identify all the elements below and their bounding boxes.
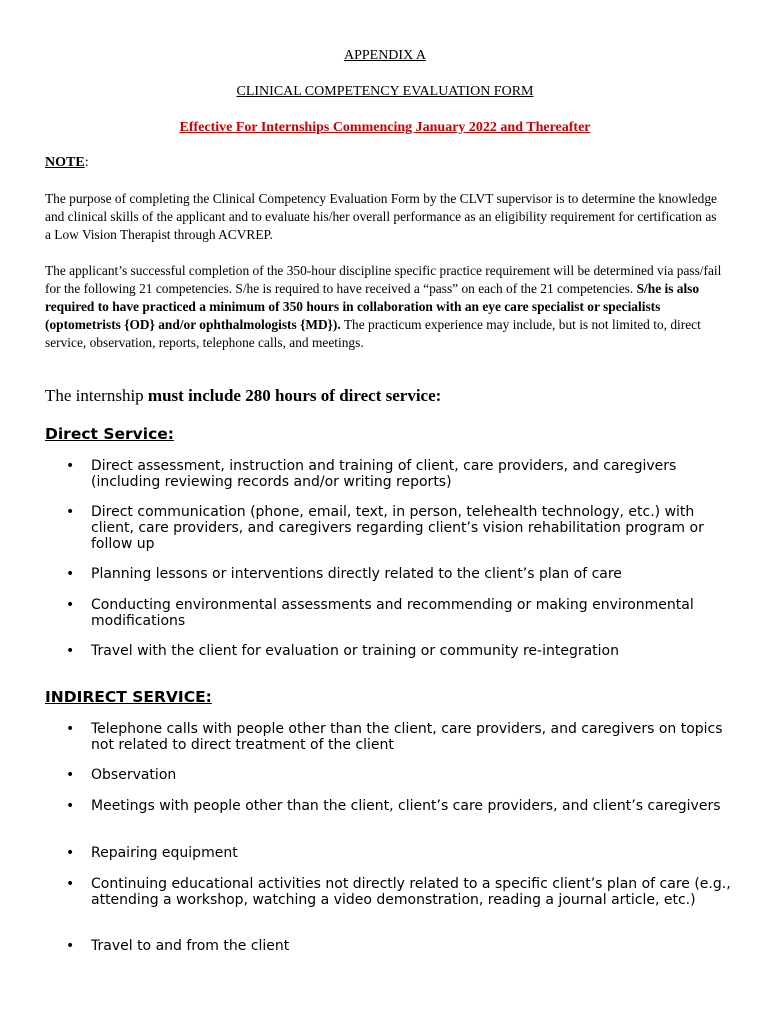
indirect-service-heading: INDIRECT SERVICE: [45, 688, 212, 706]
effective-date-notice: Effective For Internships Commencing January 2022 and Thereafter [179, 120, 591, 135]
internship-direct-service-requirement: The internship must include 280 hours of direct service: [45, 386, 442, 405]
bullet-icon: • [66, 597, 75, 613]
bullet-icon: • [66, 458, 75, 474]
bullet-icon: • [66, 798, 75, 814]
bullet-icon: • [66, 938, 75, 954]
bullet-icon: • [66, 876, 75, 892]
note-label: NOTE: [45, 155, 89, 170]
bullet-icon: • [66, 767, 75, 783]
form-title: CLINICAL COMPETENCY EVALUATION FORM [236, 84, 534, 99]
appendix-title: APPENDIX A [343, 48, 427, 63]
bullet-icon: • [66, 845, 75, 861]
document-page: APPENDIX A CLINICAL COMPETENCY EVALUATION FORM Effective For Internships Commencing January 2022 and Thereafter NOTE: The purpose of completing the Clinical Competency Evaluation Form by the CLVT supervisor is to determine the knowledge and clinical skills of the applicant and to evaluate his/her overall performance as an eligibility requirement for certification as a Low Vision Therapist through ACVREP. The applicant’s successful completion of the 350-hour discipline specific practice requirement will be determined via pass/fail for the following 21 competencies. S/he is required to have received a “pass” on each of the 21 competencies. S/he is also required to have practiced a minimum of 350 hours in collaboration with an eye care specialist or specialists (optometrists {OD} and/or ophthalmologists {MD}). The practicum experience may include, but is not limited to, direct service, observation, reports, telephone calls, and meetings. The internship must include 280 hours of direct service: Direct Service: • Direct assessment, instruction and training of client, care providers, and caregivers (including reviewing records and/or writing reports) • Direct communication (phone, email, text, in person, telehealth technology, etc.) with client, care providers, and caregivers regarding client’s vision rehabilitation program or follow up • Planning lessons or interventions directly related to the client’s plan of care • Conducting environmental assessments and recommending or making environmental modifications • Travel with the client for evaluation or training or community re-integration INDIRECT SERVICE: • Telephone calls with people other than the client, care providers, and caregivers on topics not related to direct treatment of the client • Observation • Meetings with people other than the client, client’s care providers, and client’s caregivers • Repairing equipment • Continuing educational activities not directly related to a specific client’s plan of care (e.g., attending a workshop, watching a video demonstration, reading a journal article, etc.) • Travel to and from the client [0, 0, 770, 1024]
purpose-paragraph: The purpose of completing the Clinical Competency Evaluation Form by the CLVT supervisor is to determine the knowledge and clinical skills of the applicant and to evaluate his/her overall performance as an eligibility requirement for certification as a Low Vision Therapist through ACVREP. [45, 191, 718, 242]
requirement-paragraph: The applicant’s successful completion of the 350-hour discipline specific practice requirement will be determined via pass/fail for the following 21 competencies. S/he is required to have received a “pass” on each of the 21 competencies. S/he is also required to have practiced a minimum of 350 hours in collaboration with an eye care specialist or specialists (optometrists {OD} and/or ophthalmologists {MD}). The practicum experience may include, but is not limited to, direct service, observation, reports, telephone calls, and meetings. [45, 263, 722, 350]
bullet-icon: • [66, 643, 75, 659]
bullet-icon: • [66, 566, 75, 582]
bullet-icon: • [66, 721, 75, 737]
direct-service-heading: Direct Service: [45, 425, 174, 443]
bullet-icon: • [66, 504, 75, 520]
